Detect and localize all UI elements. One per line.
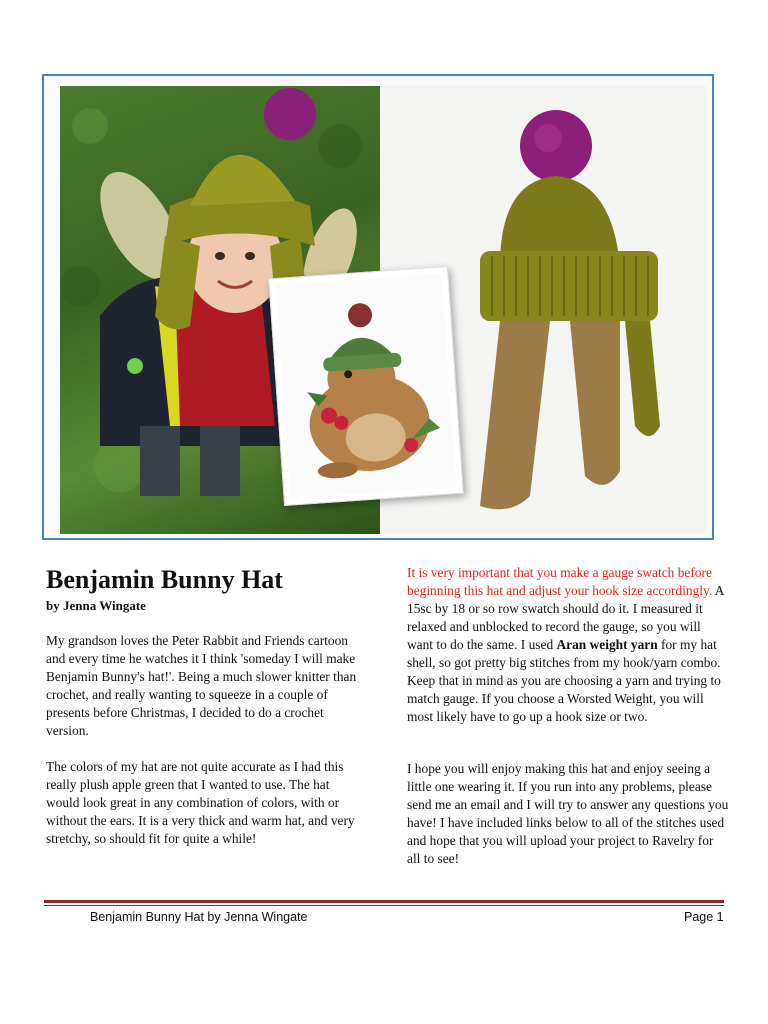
author-byline: by Jenna Wingate (46, 598, 146, 613)
intro-paragraph: My grandson loves the Peter Rabbit and Friends cartoon and every time he watches it I think 'someday I will make Benjamin Bunny's hat!'. Being a much slower knitter than crochet, and really wanting to squeeze in a couple of presents before Christmas, I decided to do a crochet version. (46, 633, 357, 738)
gauge-text-b: for my hat shell, so got pretty big stitches from my hook/yarn combo. Keep that in mind as you are choosing a yarn and trying to match gauge. If you choose a Worsted Weight, you will most likely have to go up a hook size or two. (407, 637, 721, 724)
article-title: Benjamin Bunny Hat (46, 565, 283, 594)
gauge-text-a: A 15sc by 18 or so row swatch should do it. I measured it relaxed and unblocked to record the gauge, so you will want to do the same. I used (407, 583, 724, 652)
footer-rule-thin (44, 905, 724, 906)
hero-photo-collage (42, 74, 714, 540)
closing-paragraph: I hope you will enjoy making this hat and enjoy seeing a little one wearing it. If you run into any problems, please send me an email and I will try to answer any questions you have! I have included links below to all of the stitches used and hope that you will upload your project to Ravelry for all to see! (407, 761, 729, 866)
benjamin-bunny-illustration-card (268, 266, 463, 506)
benjamin-bunny-illustration (269, 267, 462, 505)
colors-paragraph: The colors of my hat are not quite accurate as I had this really plush apple green that I wanted to use. The hat would look great in any combination of colors, with or without the ears. It is a very thick and warm hat, and very stretchy, so should fit for quite a while! (46, 759, 355, 846)
gauge-warning-text: It is very important that you make a gauge swatch before beginning this hat and adjust your hook size accordingly. (407, 565, 713, 598)
page-number: Page 1 (684, 910, 724, 924)
footer-rule-thick (44, 900, 724, 903)
footer-document-title: Benjamin Bunny Hat by Jenna Wingate (90, 910, 308, 924)
yarn-weight-bold: Aran weight yarn (556, 637, 658, 652)
gauge-paragraph (407, 564, 727, 726)
